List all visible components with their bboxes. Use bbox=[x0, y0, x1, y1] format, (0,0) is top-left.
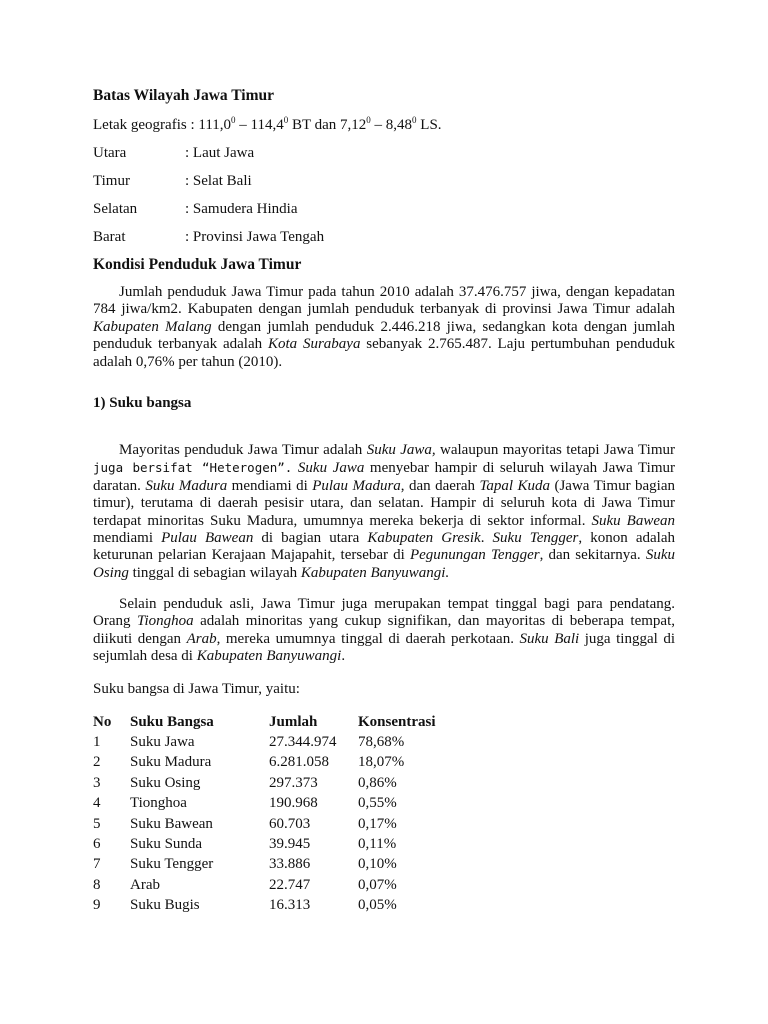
text-run: di bagian utara bbox=[253, 530, 368, 547]
table-row bbox=[93, 896, 458, 916]
text-run: menyebar hampir di seluruh wilayah Jawa Timur daratan. bbox=[93, 460, 675, 494]
table-row bbox=[93, 794, 458, 814]
text-run: mendiami di bbox=[227, 477, 313, 494]
section-heading-suku-bangsa: 1) Suku bangsa bbox=[93, 395, 192, 411]
italic-term: Suku Jawa bbox=[297, 460, 365, 477]
table-row bbox=[93, 732, 458, 752]
row-number: 7 bbox=[93, 856, 101, 873]
text-run: , dan daerah bbox=[400, 477, 480, 494]
italic-term: Suku Madura bbox=[145, 477, 228, 494]
italic-term: Kabupaten Malang bbox=[93, 318, 212, 335]
jumlah-value: 297.373 bbox=[269, 774, 318, 791]
italic-term: Arab bbox=[186, 630, 217, 647]
paragraph-suku-mayoritas bbox=[93, 442, 675, 582]
text-run: dan bbox=[310, 117, 341, 133]
text-run: 111,0 bbox=[198, 117, 232, 133]
text-run: , dan sekitarnya. bbox=[539, 547, 646, 564]
konsentrasi-value: 0,10% bbox=[358, 856, 397, 873]
suku-name: Suku Bugis bbox=[130, 897, 200, 914]
text-run: tinggal di sebagian wilayah bbox=[128, 564, 301, 581]
italic-term: Tionghoa bbox=[136, 613, 194, 630]
text-run: – bbox=[370, 117, 386, 133]
letak-geografis bbox=[93, 115, 442, 135]
text-run: – bbox=[235, 117, 251, 133]
text-run: Mayoritas penduduk Jawa Timur adalah bbox=[119, 442, 367, 458]
column-header: Konsentrasi bbox=[358, 713, 436, 730]
paragraph-penduduk bbox=[93, 284, 675, 371]
text-run: mendiami bbox=[93, 530, 162, 547]
table-row bbox=[93, 834, 458, 854]
row-number: 6 bbox=[93, 836, 101, 853]
list-intro: Suku bangsa di Jawa Timur, yaitu: bbox=[93, 681, 300, 697]
konsentrasi-value: 18,07% bbox=[358, 754, 405, 771]
row-number: 5 bbox=[93, 815, 101, 832]
suku-bangsa-table bbox=[93, 712, 458, 916]
text-run: 8,48 bbox=[385, 117, 413, 133]
italic-term: Suku Jawa, bbox=[366, 442, 436, 458]
text-run: Letak geografis : bbox=[93, 117, 199, 133]
text-run: dengan jumlah penduduk 2.446.218 jiwa, sedangkan kota dengan jumlah penduduk terbanyak adalah bbox=[93, 318, 675, 353]
text-run: Jumlah penduduk Jawa Timur pada tahun 2010 adalah 37.476.757 jiwa, dengan kepadatan 784 jiwa/km2. Kabupaten dengan jumlah penduduk terbanyak di provinsi Jawa Timur adalah bbox=[93, 284, 675, 318]
italic-term: Kabupaten Gresik bbox=[367, 530, 481, 547]
italic-term: Kota Surabaya bbox=[267, 336, 361, 353]
suku-name: Suku Madura bbox=[130, 754, 212, 771]
text-run: , konon adalah keturunan pelarian Kerajaan Majapahit, tersebar di bbox=[93, 530, 675, 564]
jumlah-value: 16.313 bbox=[269, 897, 311, 914]
batas-value: : Samudera Hindia bbox=[185, 201, 298, 217]
jumlah-value: 39.945 bbox=[269, 836, 311, 853]
italic-term: Suku Bawean bbox=[591, 512, 675, 529]
text-run: 114,4 bbox=[250, 117, 284, 133]
italic-term: Pulau Madura bbox=[312, 477, 401, 494]
text-run: Selain penduduk asli, Jawa Timur juga merupakan tempat tinggal bagi para pendatang. Orang bbox=[93, 596, 675, 630]
text-run: sebanyak 2.765.487. Laju pertumbuhan penduduk adalah 0,76% per tahun (2010). bbox=[93, 336, 676, 370]
table-row bbox=[93, 753, 458, 773]
row-number: 1 bbox=[93, 734, 101, 751]
jumlah-value: 27.344.974 bbox=[269, 734, 337, 751]
italic-term: Suku Osing bbox=[93, 547, 675, 581]
italic-term: Pegunungan Tengger bbox=[409, 547, 540, 564]
suku-name: Suku Sunda bbox=[130, 836, 203, 853]
text-run: . bbox=[341, 648, 346, 665]
text-run: (Jawa Timur bagian timur), terutama di daerah pesisir utara, dan selatan. Hampir di seluruh kota di Jawa Timur terdapat minoritas Suku Madura, umumnya mereka bekerja di sektor informal. bbox=[93, 477, 675, 529]
batas-value: : Provinsi Jawa Tengah bbox=[185, 229, 325, 245]
jumlah-value: 60.703 bbox=[269, 815, 311, 832]
kondisi-title: Kondisi Penduduk Jawa Timur bbox=[93, 256, 302, 273]
text-run: , mereka umumnya tinggal di daerah perkotaan. bbox=[216, 630, 520, 647]
italic-term: Suku Tengger bbox=[492, 530, 579, 547]
italic-term: Pulau Bawean bbox=[161, 530, 254, 547]
row-number: 9 bbox=[93, 897, 101, 914]
paragraph-pendatang bbox=[93, 596, 675, 666]
konsentrasi-value: 0,07% bbox=[358, 876, 397, 893]
italic-term: Tapal Kuda bbox=[479, 477, 551, 494]
konsentrasi-value: 0,55% bbox=[358, 795, 397, 812]
batas-value: : Laut Jawa bbox=[185, 145, 255, 161]
suku-name: Arab bbox=[130, 876, 160, 893]
jumlah-value: 6.281.058 bbox=[269, 754, 329, 771]
text-run: BT bbox=[291, 117, 311, 133]
row-number: 2 bbox=[93, 754, 101, 771]
text-run: juga bersifat “Heterogen”. bbox=[93, 460, 293, 476]
batas-direction: Utara bbox=[93, 145, 127, 161]
table-row bbox=[93, 814, 458, 834]
batas-direction: Timur bbox=[93, 173, 130, 189]
konsentrasi-value: 0,86% bbox=[358, 774, 397, 791]
italic-term: Kabupaten Banyuwangi. bbox=[300, 564, 450, 581]
row-number: 4 bbox=[93, 795, 101, 812]
table-header-row bbox=[93, 712, 458, 732]
konsentrasi-value: 0,17% bbox=[358, 815, 397, 832]
row-number: 3 bbox=[93, 774, 101, 791]
degree-superscript: 0 bbox=[283, 115, 289, 125]
text-run: . bbox=[480, 530, 493, 547]
degree-superscript: 0 bbox=[366, 115, 371, 125]
jumlah-value: 190.968 bbox=[269, 795, 318, 812]
suku-name: Suku Tengger bbox=[130, 856, 214, 873]
batas-direction: Barat bbox=[93, 229, 126, 245]
table-row bbox=[93, 855, 458, 875]
batas-title: Batas Wilayah Jawa Timur bbox=[93, 87, 275, 104]
text-run: 7,12 bbox=[340, 117, 367, 133]
text-run: walaupun mayoritas tetapi Jawa Timur bbox=[435, 442, 675, 458]
column-header: Suku Bangsa bbox=[130, 713, 214, 730]
konsentrasi-value: 78,68% bbox=[358, 734, 405, 751]
column-header: Jumlah bbox=[269, 713, 318, 730]
suku-name: Suku Bawean bbox=[130, 815, 213, 832]
suku-name: Suku Jawa bbox=[130, 734, 195, 751]
suku-name: Suku Osing bbox=[130, 774, 201, 791]
degree-superscript: 0 bbox=[231, 115, 236, 125]
batas-direction: Selatan bbox=[93, 201, 138, 217]
jumlah-value: 22.747 bbox=[269, 876, 311, 893]
text-run: LS. bbox=[420, 117, 442, 133]
konsentrasi-value: 0,05% bbox=[358, 897, 397, 914]
text-run: adalah minoritas yang cukup signifikan, dan mayoritas di beberapa tempat, diikuti dengan bbox=[93, 613, 675, 647]
italic-term: Kabupaten Banyuwangi bbox=[196, 648, 342, 665]
column-header: No bbox=[93, 713, 112, 730]
batas-value: : Selat Bali bbox=[185, 173, 252, 189]
table-row bbox=[93, 875, 458, 895]
konsentrasi-value: 0,11% bbox=[358, 836, 397, 853]
row-number: 8 bbox=[93, 876, 101, 893]
text-run: juga tinggal di sejumlah desa di bbox=[93, 630, 676, 665]
table-row bbox=[93, 773, 458, 793]
suku-name: Tionghoa bbox=[130, 795, 187, 812]
degree-superscript: 0 bbox=[412, 115, 417, 125]
jumlah-value: 33.886 bbox=[269, 856, 311, 873]
italic-term: Suku Bali bbox=[519, 630, 580, 647]
